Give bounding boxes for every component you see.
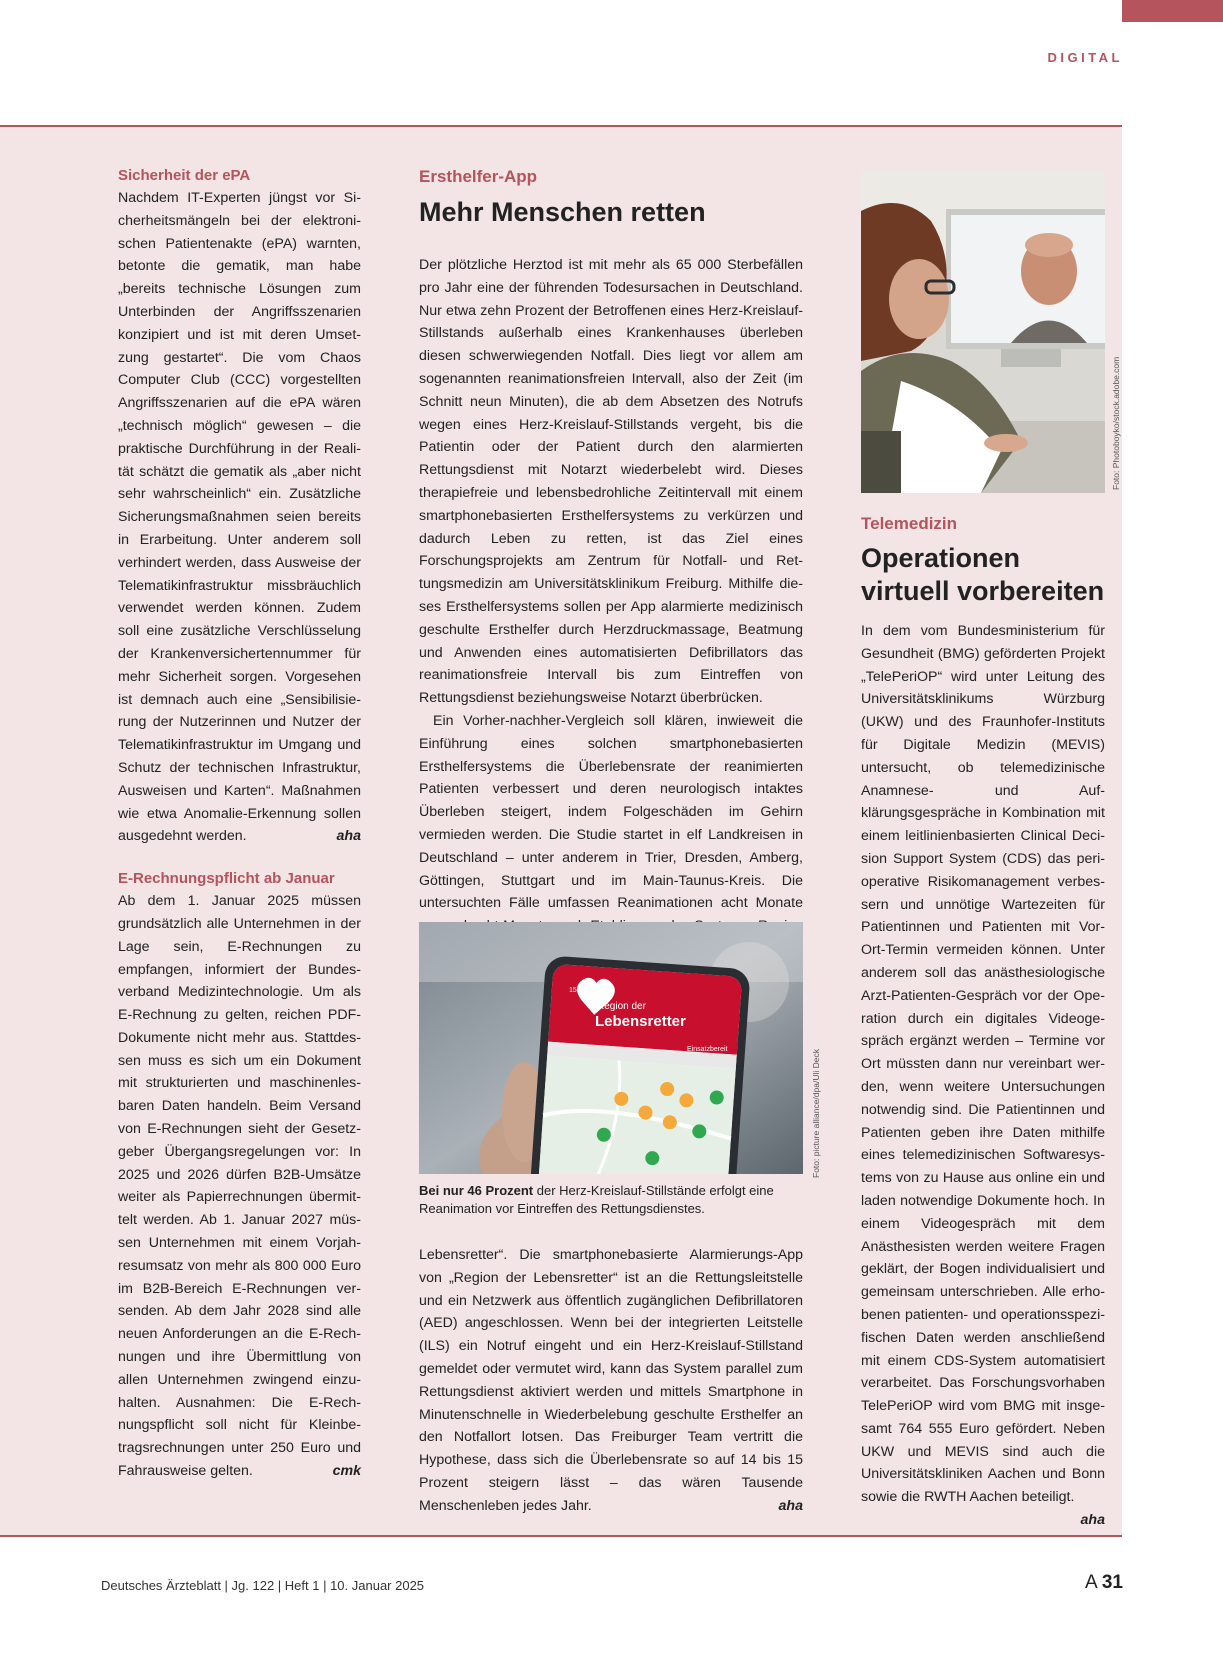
article-paragraph-text: Lebensretter“. Die smartphonebasierte Alarmierungs-App von „Region der Lebensretter“ ist an die Rettungsleitstelle und ein Netzwerk aus öffentlich zugänglichen Defibrillatoren (AED) angeschlossen. Wenn bei der integrierten Leitstelle (ILS) ein Notruf eingeht und ein Herz-Kreislauf-Stillstand gemeldet oder vermutet wird, kann das System parallel zum Rettungsdienst aktiviert werden und mittels Smartphone in Minutenschnelle in Wiederbelebung geschulte Ersthelfer an den Notfallort lotsen. Das Freiburger Team vertritt die Hypothese, dass sich die Überlebensrate so auf 14 bis 15 Prozent steigern lässt – das wären Tausende Menschenleben jedes Jahr. xyxy=(419,1247,803,1514)
telemedicine-photo xyxy=(861,171,1105,493)
article-kicker: Ersthelfer-App xyxy=(419,167,538,186)
app-title-small: Region der xyxy=(597,1001,646,1012)
article-paragraph: Ein Vorher-nachher-Vergleich soll klären, inwieweit die Einführung eines solchen smartphonebasierten Ersthelfersystems die Überlebensrate der reanimierten Patienten verbessert und deren neurologisch intaktes Überleben steigert, indem Folgeschäden im Gehirn vermieden werden. Die Studie startet in elf Landkreisen in Deutschland – unter anderem in Trier, Dresden, Amberg, Göttingen, Stuttgart und im Main-Taunus-Kreis. Die untersuchten Fälle umfassen Reanimationen acht Monate xyxy=(419,712,803,912)
author-sign: aha xyxy=(778,1497,803,1514)
article-paragraph: Der plötzliche Herztod ist mit mehr als 65 000 Sterbefällen pro Jahr eine der führenden Todesursachen in Deutschland. Nur etwa zehn Prozent der Betroffenen eines Herz-Kreislauf-Stillstands außerhalb eines Krankenhauses überleben diesen schwerwiegenden Notfall. Dies liegt vor allem am sogenannten reanimationsfreien Intervall, also der Zeit (im Schnitt neun Minuten), die ab dem Absetzen des Notrufs wegen eines Herz-Kreislauf-Stillstands vergeht, bis die Patientin oder der Patient durch den alarmierten Rettungsdienst mit Notarzt wiederbelebt wird. Dieses therapiefreie und lebensbedrohliche Zeitintervall mit einem smartphonebasierten Ersthelfersystems zu verkürzen und dadurch Leben zu retten, ist das Ziel eines Forschungsprojekts am Zentrum für Notfall- und Rettungsmedizin am Universitätsklinikum Freiburg. Mithilfe dieses Ersthelfersystems sollen per App alarmierte medizinisch geschulte Ersthelfer durch Herzdruckmassage, Beatmung und Anwenden eines automatisierten Defibrillators das reanimationsfreie Intervall bis zum Eintreffen von Rettungsdienst beziehungsweise Notarzt überbrücken. xyxy=(419,257,803,707)
photo-credit-telemedicine: Foto: Photoboyko/stock.adobe.com xyxy=(1111,356,1121,490)
article-paragraph-text: In dem vom Bundesministerium für Gesundheit (BMG) geförderten Projekt „TelePeriOP“ wird unter Leitung des Universitätsklinikums Würzburg (UKW) und des Fraunhofer-Instituts für Digitale Medizin (MEVIS) untersucht, ob telemedizinische Anamnese- und Aufklärungsgespräche in Kombination mit einem leitlinienbasierten Clinical Decision Support System (CDS) das perioperative Risikomanagement verbessern und unnötige Wartezeiten für Patientinnen und Patienten mit Vor-Ort-Termin vermeiden können. Unter anderem soll das anästhesiologische Arzt-Patienten-Gespräch vor der Operation durch ein digitales Videogespräch ergänzt werden – Termine vor Ort müssten dann nur vereinbart werden, wenn weitere Untersuchungen notwendig sind. Die Patientinnen und Patienten geben ihre Daten mithilfe eines telemedizinischen Softwaresystems von zu Hause aus online ein und laden notwendige Dokumente hoch. In einem Videogespräch mit dem Anästhesisten werden weitere Fragen geklärt, der Bogen individualisiert und gemeinsam unterschrieben. Alle erhobenen patienten- und operationsspezifischen Daten werden anschließend mit einem CDS-System automatisiert verarbeitet. Das Forschungsvorhaben TelePeriOP wird vom BMG mit insgesamt 764 555 Euro gefördert. Neben UKW und MEVIS sind auch die Universitätskliniken Aachen und Bonn sowie die RWTH Aachen beteiligt. xyxy=(861,623,1105,1506)
phone-app-photo xyxy=(419,922,803,1174)
caption-bold: Bei nur 46 Prozent xyxy=(419,1183,534,1198)
article-telemedizin xyxy=(861,512,1105,1532)
app-title-big: Lebensretter xyxy=(595,1013,686,1030)
news-title-erechnung: E-Rechnungspflicht ab Januar xyxy=(118,870,335,888)
article-paragraph xyxy=(419,1244,803,1518)
page-number xyxy=(1085,1572,1123,1594)
caption-text: der Herz-Kreislauf-Stillstände erfolgt eine Reanimation vor Eintreffen des Rettungsdienstes. xyxy=(419,1183,774,1216)
article-headline: Mehr Menschen retten xyxy=(419,197,706,227)
news-text-erechnung xyxy=(118,890,361,1483)
photo-caption xyxy=(419,1182,803,1218)
section-label: DIGITAL xyxy=(1047,50,1123,65)
page-prefix: A xyxy=(1084,1572,1097,1593)
article-kicker: Telemedizin xyxy=(861,514,958,533)
author-sign: cmk xyxy=(332,1463,361,1480)
article-paragraph xyxy=(861,620,1105,1529)
author-sign: aha xyxy=(1080,1512,1105,1529)
news-body-epa: Nachdem IT-Experten jüngst vor Sicherheitsmängeln bei der elektronischen Patientenakte (ePA) warnten, betonte die gematik, man habe „bereits technische Lösungen zum Unterbinden der Angriffsszenarien konzipiert und ist mit deren Umsetzung gestartet“. Die vom Chaos Computer Club (CCC) vorgestellten Angriffsszenarien auf die ePA wären „technisch möglich“ gewesen – die praktische Durchführung in der Realität schätzt die gematik als „aber nicht sehr wahrscheinlich“ ein. Zusätzliche Sicherungsmaßnahmen seien bereits in Erarbeitung. Unter anderem soll verhindert werden, dass Ausweise der Telematikinfrastruktur missbräuchlich verwendet werden können. Zudem soll eine zusätzliche Verschlüsselung der Krankenversichertennummer für mehr Sicherheit sorgen. Vorgesehen ist demnach auch eine „Sensibilisierung der Nutzerinnen und Nutzer der Telematikinfrastruktur im Umgang und Schutz der technischen Infrastruktur, Ausweisen und Karten“. Maßnahmen wie etwa Anomalie-Erkennung sollen ausgedehnt werden. xyxy=(118,190,361,845)
footer-publication: Deutsches Ärzteblatt | Jg. 122 | Heft 1 | 10. Januar 2025 xyxy=(101,1578,425,1593)
article-ersthelfer-continued xyxy=(419,1244,803,1518)
news-title-epa: Sicherheit der ePA xyxy=(118,167,251,184)
corner-color-tab xyxy=(1122,0,1223,22)
news-text-epa xyxy=(118,187,361,848)
page-number-value: 31 xyxy=(1101,1572,1123,1593)
phone-time: 15:02 xyxy=(569,987,587,994)
app-status-bar: Einsatzbereit xyxy=(687,1046,728,1053)
news-column-left xyxy=(118,165,361,1483)
author-sign: aha xyxy=(336,828,361,845)
news-body-erechnung: Ab dem 1. Januar 2025 müssen grundsätzlich alle Unternehmen in der Lage sein, E-Rechnungen zu empfangen, informiert der Bundesverband Medizintechnologie. Um als E-Rechnung zu gelten, reichen PDF-Dokumente nicht mehr aus. Stattdessen muss es sich um ein Dokument mit strukturierten und maschinenlesbaren Daten handeln. Beim Versand von E-Rechnungen sieht der Gesetzgeber Übergangsregelungen vor: In 2025 und 2026 dürfen B2B-Umsätze weiter als Papierrechnungen übermittelt werden. Ab 1. Januar 2027 müssen Unternehmen mit einem Vorjahresumsatz von mehr als 800 000 Euro im B2B-Bereich E-Rechnungen versenden. Ab dem Jahr 2028 sind alle neuen Anforderungen an die E-Rechnungen und ihre Übermittlung von allen Unternehmen zwingend einzuhalten. Ausnahmen: Die E-Rechnungspflicht soll nicht für Kleinbetragsrechnungen unter 250 Euro und Fahrausweise gelten. xyxy=(118,893,361,1480)
article-ersthelfer xyxy=(419,165,803,961)
photo-credit-phone: Foto: picture alliance/dpa/Uli Deck xyxy=(811,1049,821,1178)
article-headline: Operationen virtuell vorbereiten xyxy=(861,543,1105,606)
